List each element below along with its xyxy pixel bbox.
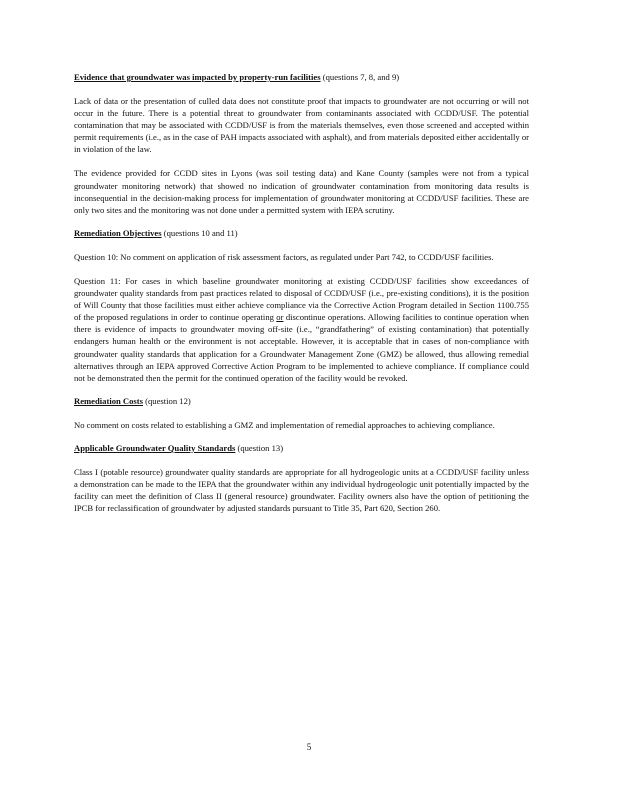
section-heading-questions: (question 13) [235, 442, 284, 453]
question-11-text-start: Question 11: For cases in which baseline groundwater monitoring at existing CCDD/USF facilities show exceedances of groundwater quality standards from past practices related to disposal of CCDD/USF (i.e., pre-existing conditions), it is the position of Will County that those facilities must either achieve compliance via the Corrective Action Program detailed in Section 1100.755 of the proposed regulations in order to continue operating [74, 275, 529, 323]
paragraph-question-11 [74, 275, 529, 384]
section-heading-label: Evidence that groundwater was impacted by property-run facilities [74, 72, 321, 82]
page-content [74, 72, 529, 526]
section-heading-remediation-objectives [74, 228, 529, 239]
paragraph-lack-of-data: Lack of data or the presentation of culled data does not constitute proof that impacts to groundwater are not occurring or will not occur in the future. There is a potential threat to groundwater from contaminants associated with CCDD/USF. The potential contamination that may be associated with CCDD/USF is from the materials themselves, even those screened and accepted within permit requirements (i.e., as in the case of PAH impacts associated with asphalt), and from materials deposited either accidentally or in violation of the law. [74, 96, 529, 155]
paragraph-question-10: Question 10: No comment on application of risk assessment factors, as regulated under Part 742, to CCDD/USF facilities. [74, 251, 494, 262]
section-heading-evidence [74, 72, 529, 83]
section-heading-questions: (question 12) [143, 395, 191, 406]
paragraph-remediation-costs: No comment on costs related to establishing a GMZ and implementation of remedial approaches to achieving compliance. [74, 419, 495, 430]
section-heading-groundwater-standards [74, 443, 529, 454]
section-heading-label: Remediation Objectives [74, 227, 162, 238]
question-11-text-end: discontinue operations. Allowing facilities to continue operation when there is evidence of impacts to groundwater moving off-site (i.e., “grandfathering” of existing contamination) that potentially endangers human health or the environment is not acceptable. However, it is acceptable that in cases of non-compliance with groundwater quality standards that application for a Groundwater Management Zone (GMZ) be allowed, thus allowing remedial alternatives through an IEPA approved Corrective Action Program to be implemented to achieve compliance. If compliance could not be demonstrated then the permit for the continued operation of the facility would be revoked. [74, 312, 529, 383]
section-heading-label: Remediation Costs [74, 395, 143, 406]
section-heading-questions: (questions 7, 8, and 9) [320, 72, 400, 82]
paragraph-evidence-provided: The evidence provided for CCDD sites in Lyons (was soil testing data) and Kane County (samples were not from a typical groundwater monitoring network) that showed no indication of groundwater contamination from monitoring data results is inconsequential in the decision-making process for implementation of groundwater monitoring at CCDD/USF facilities. These are only two sites and the monitoring was not done under a permitted system with IEPA scrutiny. [74, 168, 529, 215]
paragraph-class-i-standards: Class I (potable resource) groundwater quality standards are appropriate for all hydrogeologic units at a CCDD/USF facility unless a demonstration can be made to the IEPA that the groundwater within any individual hydrogeologic unit potentially impacted by the facility can meet the definition of Class II (general resource) groundwater. Facility owners also have the option of petitioning the IPCB for reclassification of groundwater by adjusted standards pursuant to Title 35, Part 620, Section 260. [74, 466, 529, 514]
section-heading-questions: (questions 10 and 11) [161, 227, 238, 238]
section-heading-label: Applicable Groundwater Quality Standards [74, 442, 236, 453]
page-number: 5 [306, 742, 312, 752]
underlined-or: or [276, 312, 284, 323]
section-heading-remediation-costs [74, 396, 529, 407]
